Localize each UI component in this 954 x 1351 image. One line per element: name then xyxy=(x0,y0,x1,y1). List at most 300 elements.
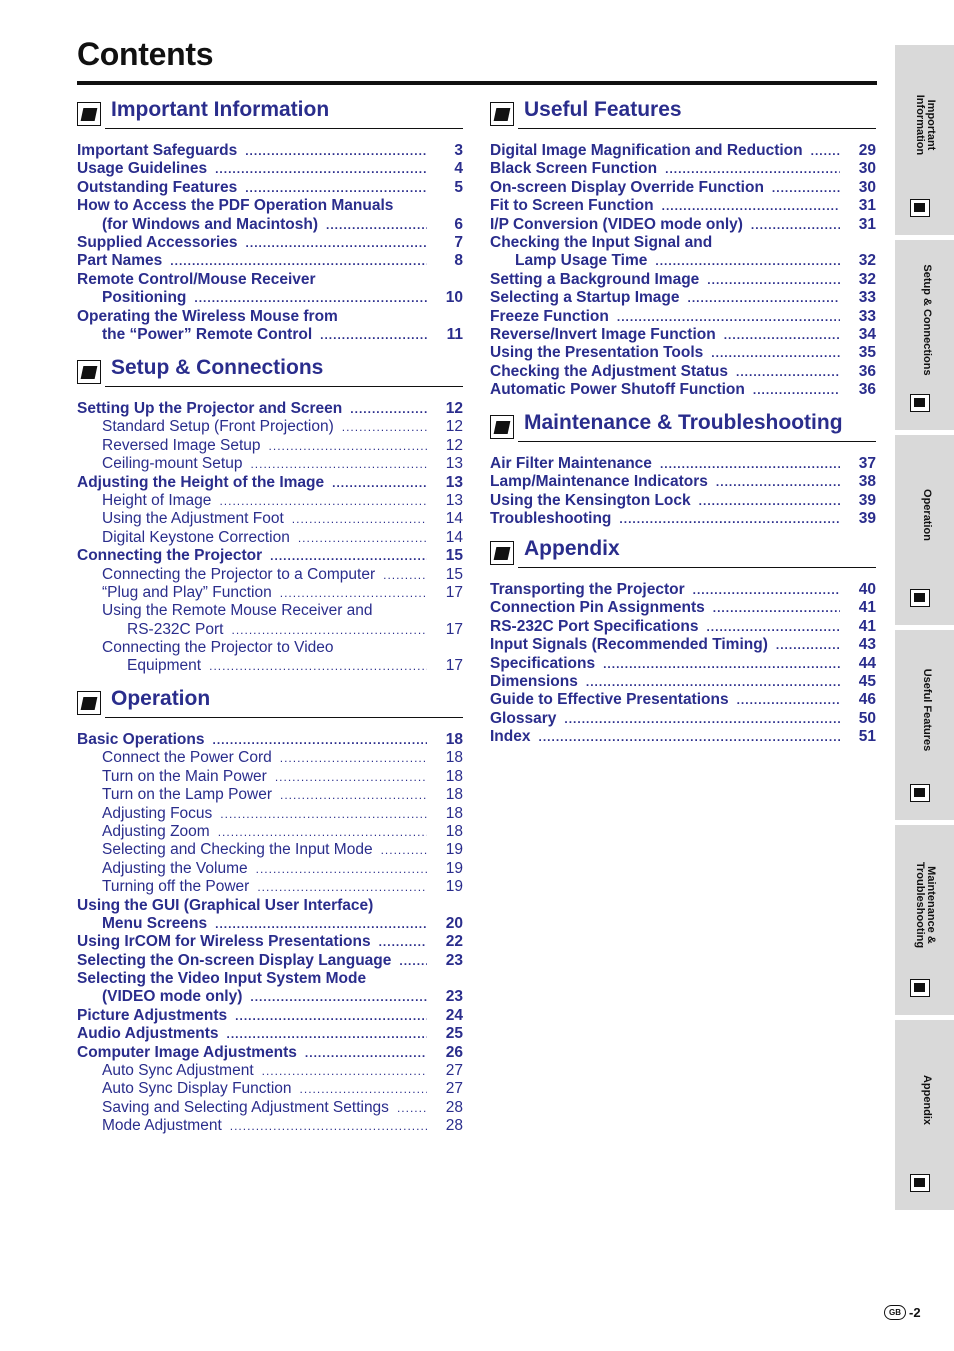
toc-entries xyxy=(490,142,876,399)
toc-entry[interactable] xyxy=(490,160,876,178)
toc-entry[interactable] xyxy=(490,344,876,362)
toc-entry[interactable] xyxy=(490,179,876,197)
side-tab-label: Appendix xyxy=(921,1074,933,1126)
section-appendix xyxy=(490,537,876,747)
toc-entry[interactable] xyxy=(77,602,463,620)
section-maintenance-troubleshooting xyxy=(490,411,876,537)
toc-entry-title: Connecting the Projector to Video xyxy=(102,639,334,657)
toc-entry-title: Connection Pin Assignments xyxy=(490,599,705,617)
toc-entry-title: Guide to Effective Presentations xyxy=(490,691,729,709)
toc-entry[interactable] xyxy=(77,308,463,326)
toc-entry[interactable] xyxy=(490,381,876,399)
toc-entry[interactable] xyxy=(77,179,463,197)
section-title: Operation xyxy=(111,687,211,710)
region-badge: GB xyxy=(884,1305,906,1320)
toc-entry-title: Adjusting Zoom xyxy=(102,822,210,840)
useful-features-icon xyxy=(910,784,930,802)
dot-leader xyxy=(215,160,427,178)
toc-entry[interactable] xyxy=(490,599,876,617)
toc-entry[interactable] xyxy=(77,529,463,547)
toc-entry-page: 43 xyxy=(858,636,876,654)
toc-entry-page: 12 xyxy=(445,436,463,454)
section-rule xyxy=(105,386,463,387)
side-tab-label: Important Information xyxy=(914,94,937,156)
toc-entry[interactable] xyxy=(490,216,876,234)
dot-leader xyxy=(275,768,427,786)
toc-entry-page: 34 xyxy=(858,325,876,343)
dot-leader xyxy=(736,363,840,381)
toc-entry[interactable] xyxy=(490,363,876,381)
toc-entry-page: 13 xyxy=(445,455,463,473)
toc-entry-title: Lamp/Maintenance Indicators xyxy=(490,473,708,491)
toc-entry-page: 33 xyxy=(858,307,876,325)
toc-entry[interactable] xyxy=(77,474,463,492)
toc-entry[interactable] xyxy=(77,492,463,510)
toc-entry[interactable] xyxy=(77,1099,463,1117)
toc-entry[interactable] xyxy=(77,1062,463,1080)
dot-leader xyxy=(246,234,427,252)
section-important-information xyxy=(77,98,463,356)
toc-entry-page: 14 xyxy=(445,510,463,528)
toc-entry-page: 35 xyxy=(858,344,876,362)
toc-entry-title: Remote Control/Mouse Receiver xyxy=(77,270,316,288)
operation-icon xyxy=(77,691,101,715)
toc-entry-title: Using the Kensington Lock xyxy=(490,491,691,509)
toc-entry[interactable] xyxy=(77,805,463,823)
toc-entry-page: 4 xyxy=(454,160,463,178)
toc-entry[interactable] xyxy=(77,234,463,252)
dot-leader xyxy=(693,581,840,599)
toc-entry[interactable] xyxy=(77,786,463,804)
maintenance-troubleshooting-icon xyxy=(910,979,930,997)
toc-entry-page: 50 xyxy=(858,709,876,727)
setup-connections-icon xyxy=(77,360,101,384)
toc-entry-page: 36 xyxy=(858,381,876,399)
dot-leader xyxy=(257,878,427,896)
toc-entry[interactable] xyxy=(77,1117,463,1135)
toc-entry-page: 3 xyxy=(454,142,463,159)
toc-entry[interactable] xyxy=(77,566,463,584)
toc-entry[interactable] xyxy=(490,271,876,289)
toc-entry-page: 38 xyxy=(858,473,876,491)
toc-entry[interactable] xyxy=(490,308,876,326)
toc-entry-title: Part Names xyxy=(77,252,163,270)
section-header xyxy=(77,356,463,390)
toc-entry-title: Black Screen Function xyxy=(490,160,658,178)
toc-entry-title: Turning off the Power xyxy=(102,878,250,896)
left-column xyxy=(77,98,463,1136)
dot-leader xyxy=(262,1062,427,1080)
operation-icon xyxy=(910,589,930,607)
toc-entry-title: Using the Adjustment Foot xyxy=(102,510,284,528)
dot-leader xyxy=(772,179,840,197)
toc-entry[interactable] xyxy=(77,933,463,951)
section-rule xyxy=(105,717,463,718)
toc-entry[interactable] xyxy=(77,915,463,933)
page-number xyxy=(884,1305,921,1320)
dot-leader xyxy=(219,492,427,510)
toc-entry-page: 41 xyxy=(858,617,876,635)
toc-entry[interactable] xyxy=(490,234,876,252)
appendix-icon xyxy=(910,1174,930,1192)
dot-leader xyxy=(751,216,840,234)
toc-entry[interactable] xyxy=(77,1025,463,1043)
toc-entry-title: Connecting the Projector to a Computer xyxy=(102,565,376,583)
toc-entry-title: Important Safeguards xyxy=(77,142,238,159)
toc-entry-page: 37 xyxy=(858,455,876,472)
toc-entry-title: Setting a Background Image xyxy=(490,270,700,288)
dot-leader xyxy=(332,474,427,492)
toc-entry-page: 26 xyxy=(445,1043,463,1061)
toc-entry-title: (VIDEO mode only) xyxy=(102,988,243,1006)
dot-leader xyxy=(753,381,840,399)
setup-connections-icon xyxy=(910,394,930,412)
toc-entry[interactable] xyxy=(77,841,463,859)
toc-entry-page: 31 xyxy=(858,215,876,233)
toc-entry-page: 18 xyxy=(445,822,463,840)
toc-entries xyxy=(490,455,876,529)
toc-entry[interactable] xyxy=(77,547,463,565)
dot-leader xyxy=(280,584,427,602)
dot-leader xyxy=(213,731,428,749)
dot-leader xyxy=(379,933,427,951)
dot-leader xyxy=(250,988,427,1006)
toc-entry-title: Picture Adjustments xyxy=(77,1006,228,1024)
toc-entry[interactable] xyxy=(77,197,463,215)
toc-entry[interactable] xyxy=(77,988,463,1006)
toc-entry-title: “Plug and Play” Function xyxy=(102,583,272,601)
side-tab-important-information[interactable] xyxy=(895,45,954,235)
section-header xyxy=(490,537,876,571)
toc-entry-title: Digital Image Magnification and Reduction xyxy=(490,142,803,159)
dot-leader xyxy=(660,455,840,473)
side-tab-label: Operation xyxy=(921,489,933,541)
toc-entry-title: Using IrCOM for Wireless Presentations xyxy=(77,933,371,951)
toc-entry-title: Adjusting Focus xyxy=(102,804,213,822)
toc-entry-page: 7 xyxy=(454,233,463,251)
toc-entry[interactable] xyxy=(77,897,463,915)
toc-entry-page: 44 xyxy=(858,654,876,672)
toc-entry-page: 46 xyxy=(858,691,876,709)
dot-leader xyxy=(350,400,427,418)
toc-entry[interactable] xyxy=(77,639,463,657)
toc-entry-page: 27 xyxy=(445,1062,463,1080)
dot-leader xyxy=(586,673,840,691)
toc-entry[interactable] xyxy=(490,326,876,344)
dot-leader xyxy=(716,473,840,491)
toc-entry-page: 13 xyxy=(445,473,463,491)
dot-leader xyxy=(250,455,427,473)
toc-entry-title: Adjusting the Height of the Image xyxy=(77,473,325,491)
dot-leader xyxy=(220,805,427,823)
toc-entry-page: 40 xyxy=(858,581,876,598)
side-tab-label: Maintenance & Troubleshooting xyxy=(914,861,937,949)
toc-entry-page: 11 xyxy=(446,325,463,343)
toc-entry-title: Usage Guidelines xyxy=(77,160,208,178)
dot-leader xyxy=(298,529,427,547)
dot-leader xyxy=(538,728,840,746)
section-useful-features xyxy=(490,98,876,411)
toc-entry-page: 45 xyxy=(858,672,876,690)
toc-entry[interactable] xyxy=(77,952,463,970)
toc-entry-title: Index xyxy=(490,728,531,746)
toc-entry[interactable] xyxy=(77,216,463,234)
dot-leader xyxy=(235,1007,427,1025)
dot-leader xyxy=(170,252,427,270)
toc-entry[interactable] xyxy=(77,657,463,675)
dot-leader xyxy=(245,142,427,160)
toc-entry-page: 28 xyxy=(445,1117,463,1135)
toc-entry-title: Menu Screens xyxy=(102,914,208,932)
section-rule xyxy=(518,128,876,129)
toc-entry-page: 28 xyxy=(445,1098,463,1116)
toc-entry[interactable] xyxy=(77,878,463,896)
toc-entries xyxy=(77,731,463,1136)
dot-leader xyxy=(688,289,841,307)
dot-leader xyxy=(381,841,427,859)
toc-entry[interactable] xyxy=(77,252,463,270)
toc-entry[interactable] xyxy=(490,673,876,691)
dot-leader xyxy=(245,179,427,197)
toc-entry-title: Turn on the Main Power xyxy=(102,767,267,785)
toc-entry[interactable] xyxy=(77,326,463,344)
toc-entry-title: RS-232C Port xyxy=(127,620,224,638)
toc-entry-page: 27 xyxy=(445,1080,463,1098)
toc-entry-page: 39 xyxy=(858,510,876,528)
toc-entry[interactable] xyxy=(490,455,876,473)
toc-entry[interactable] xyxy=(77,584,463,602)
dot-leader xyxy=(603,655,840,673)
side-tab-operation[interactable] xyxy=(895,435,954,625)
toc-entry[interactable] xyxy=(490,710,876,728)
toc-entry-page: 30 xyxy=(858,160,876,178)
dot-leader xyxy=(619,510,840,528)
toc-entry[interactable] xyxy=(490,618,876,636)
dot-leader xyxy=(399,952,427,970)
toc-entry-page: 17 xyxy=(445,657,463,675)
toc-entry-title: I/P Conversion (VIDEO mode only) xyxy=(490,215,743,233)
section-header xyxy=(490,411,876,445)
dot-leader xyxy=(269,437,427,455)
toc-entry-title: Automatic Power Shutoff Function xyxy=(490,381,745,399)
toc-entry[interactable] xyxy=(77,289,463,307)
toc-entry-page: 29 xyxy=(858,142,876,159)
dot-leader xyxy=(305,1044,427,1062)
toc-entry-title: On-screen Display Override Function xyxy=(490,178,764,196)
dot-leader xyxy=(737,691,840,709)
dot-leader xyxy=(776,636,840,654)
toc-entry-page: 5 xyxy=(454,178,463,196)
section-operation xyxy=(77,687,463,1136)
section-title: Important Information xyxy=(111,98,330,121)
toc-entry[interactable] xyxy=(77,271,463,289)
toc-entry-page: 18 xyxy=(445,786,463,804)
section-title: Appendix xyxy=(524,537,620,560)
toc-entry[interactable] xyxy=(490,510,876,528)
toc-entry-page: 36 xyxy=(858,362,876,380)
toc-entry-title: Checking the Adjustment Status xyxy=(490,362,728,380)
toc-entry-page: 17 xyxy=(445,583,463,601)
toc-entry[interactable] xyxy=(490,636,876,654)
toc-entry-title: Standard Setup (Front Projection) xyxy=(102,418,334,436)
section-header xyxy=(77,687,463,721)
toc-entry-page: 24 xyxy=(445,1006,463,1024)
dot-leader xyxy=(711,344,840,362)
toc-entry[interactable] xyxy=(77,621,463,639)
toc-entry-page: 31 xyxy=(858,197,876,215)
toc-entry-page: 8 xyxy=(454,252,463,270)
toc-entry-title: How to Access the PDF Operation Manuals xyxy=(77,197,394,215)
toc-entry-page: 22 xyxy=(445,933,463,951)
important-information-icon xyxy=(77,102,101,126)
toc-entry-title: Glossary xyxy=(490,709,557,727)
page-number-text: -2 xyxy=(909,1305,921,1320)
toc-entry-page: 17 xyxy=(445,620,463,638)
toc-entry-title: Reverse/Invert Image Function xyxy=(490,325,716,343)
title-rule xyxy=(77,81,877,85)
toc-entry-title: Selecting the Video Input System Mode xyxy=(77,970,367,988)
toc-entry-page: 6 xyxy=(454,215,463,233)
section-rule xyxy=(105,128,463,129)
toc-entry-page: 18 xyxy=(445,731,463,748)
important-information-icon xyxy=(910,199,930,217)
toc-entry-page: 10 xyxy=(445,289,463,307)
toc-entry-page: 23 xyxy=(445,988,463,1006)
toc-entry[interactable] xyxy=(77,749,463,767)
toc-entry[interactable] xyxy=(490,473,876,491)
toc-entry[interactable] xyxy=(490,492,876,510)
section-rule xyxy=(518,441,876,442)
toc-entry-page: 25 xyxy=(445,1025,463,1043)
dot-leader xyxy=(209,657,427,675)
toc-entry-title: Using the Remote Mouse Receiver and xyxy=(102,602,373,620)
toc-entry-page: 13 xyxy=(445,491,463,509)
dot-leader xyxy=(665,160,840,178)
toc-entry-page: 19 xyxy=(445,878,463,896)
toc-entry-page: 41 xyxy=(858,599,876,617)
dot-leader xyxy=(227,1025,427,1043)
dot-leader xyxy=(342,418,427,436)
toc-entry[interactable] xyxy=(77,731,463,749)
toc-entry-title: Supplied Accessories xyxy=(77,233,238,251)
section-title: Useful Features xyxy=(524,98,682,121)
toc-entry-title: Using the Presentation Tools xyxy=(490,344,704,362)
toc-entry-title: Computer Image Adjustments xyxy=(77,1043,297,1061)
toc-entry-title: Selecting the On-screen Display Language xyxy=(77,951,392,969)
toc-entry-title: Outstanding Features xyxy=(77,178,238,196)
toc-entry[interactable] xyxy=(490,289,876,307)
toc-entry[interactable] xyxy=(77,437,463,455)
toc-entry-page: 15 xyxy=(445,565,463,583)
dot-leader xyxy=(617,308,840,326)
toc-entry-title: Freeze Function xyxy=(490,307,609,325)
toc-entry[interactable] xyxy=(77,160,463,178)
toc-entry-title: Height of Image xyxy=(102,491,212,509)
dot-leader xyxy=(215,915,427,933)
toc-entry-page: 12 xyxy=(445,400,463,417)
toc-entry[interactable] xyxy=(77,142,463,160)
side-tab-maintenance-troubleshooting[interactable] xyxy=(895,825,954,1015)
dot-leader xyxy=(811,142,840,160)
toc-entry[interactable] xyxy=(490,728,876,746)
toc-entry-page: 23 xyxy=(445,951,463,969)
dot-leader xyxy=(256,860,427,878)
toc-entry[interactable] xyxy=(490,691,876,709)
toc-entry[interactable] xyxy=(77,400,463,418)
toc-entry[interactable] xyxy=(77,1044,463,1062)
toc-entry-title: Audio Adjustments xyxy=(77,1025,219,1043)
appendix-icon xyxy=(490,541,514,565)
toc-entry-title: RS-232C Port Specifications xyxy=(490,617,699,635)
dot-leader xyxy=(655,252,840,270)
side-tab-setup-connections[interactable] xyxy=(895,240,954,430)
section-header xyxy=(490,98,876,132)
toc-entry-title: Transporting the Projector xyxy=(490,581,685,598)
right-column xyxy=(490,98,876,747)
toc-entry-page: 19 xyxy=(445,841,463,859)
toc-entry-title: Digital Keystone Correction xyxy=(102,528,290,546)
toc-entry-title: Ceiling-mount Setup xyxy=(102,455,243,473)
dot-leader xyxy=(383,566,427,584)
side-tab-useful-features[interactable] xyxy=(895,630,954,820)
toc-entry[interactable] xyxy=(77,860,463,878)
toc-entry-title: Specifications xyxy=(490,654,596,672)
toc-entry-title: Auto Sync Adjustment xyxy=(102,1062,254,1080)
toc-entry[interactable] xyxy=(77,823,463,841)
dot-leader xyxy=(218,823,427,841)
toc-entry-title: Dimensions xyxy=(490,672,578,690)
toc-entry-title: Operating the Wireless Mouse from xyxy=(77,307,338,325)
toc-entry-page: 20 xyxy=(445,914,463,932)
section-setup-connections xyxy=(77,356,463,687)
toc-entry[interactable] xyxy=(77,510,463,528)
page-title: Contents xyxy=(77,36,214,72)
dot-leader xyxy=(713,599,840,617)
toc-entry[interactable] xyxy=(77,1080,463,1098)
toc-entry[interactable] xyxy=(77,418,463,436)
toc-entry-page: 12 xyxy=(445,418,463,436)
toc-entry-page: 18 xyxy=(445,749,463,767)
dot-leader xyxy=(397,1099,427,1117)
toc-entry-page: 32 xyxy=(858,252,876,270)
toc-entry[interactable] xyxy=(77,768,463,786)
toc-entry-page: 33 xyxy=(858,289,876,307)
section-title: Maintenance & Troubleshooting xyxy=(524,411,843,434)
toc-entries xyxy=(77,400,463,676)
toc-entry[interactable] xyxy=(490,197,876,215)
dot-leader xyxy=(706,618,840,636)
dot-leader xyxy=(300,1080,427,1098)
toc-entries xyxy=(77,142,463,344)
dot-leader xyxy=(280,786,427,804)
toc-entry-title: Basic Operations xyxy=(77,731,205,748)
toc-entry[interactable] xyxy=(490,655,876,673)
toc-entry-title: Mode Adjustment xyxy=(102,1117,222,1135)
side-tab-appendix[interactable] xyxy=(895,1020,954,1210)
toc-entry-page: 18 xyxy=(445,767,463,785)
toc-entry[interactable] xyxy=(490,581,876,599)
toc-entry[interactable] xyxy=(490,142,876,160)
toc-entry-title: Connect the Power Cord xyxy=(102,749,272,767)
toc-entry[interactable] xyxy=(77,970,463,988)
toc-entry-title: Connecting the Projector xyxy=(77,547,263,565)
toc-entry[interactable] xyxy=(490,252,876,270)
dot-leader xyxy=(326,216,427,234)
dot-leader xyxy=(194,289,427,307)
toc-entry[interactable] xyxy=(77,455,463,473)
toc-entry-title: Troubleshooting xyxy=(490,510,612,528)
toc-entry[interactable] xyxy=(77,1007,463,1025)
